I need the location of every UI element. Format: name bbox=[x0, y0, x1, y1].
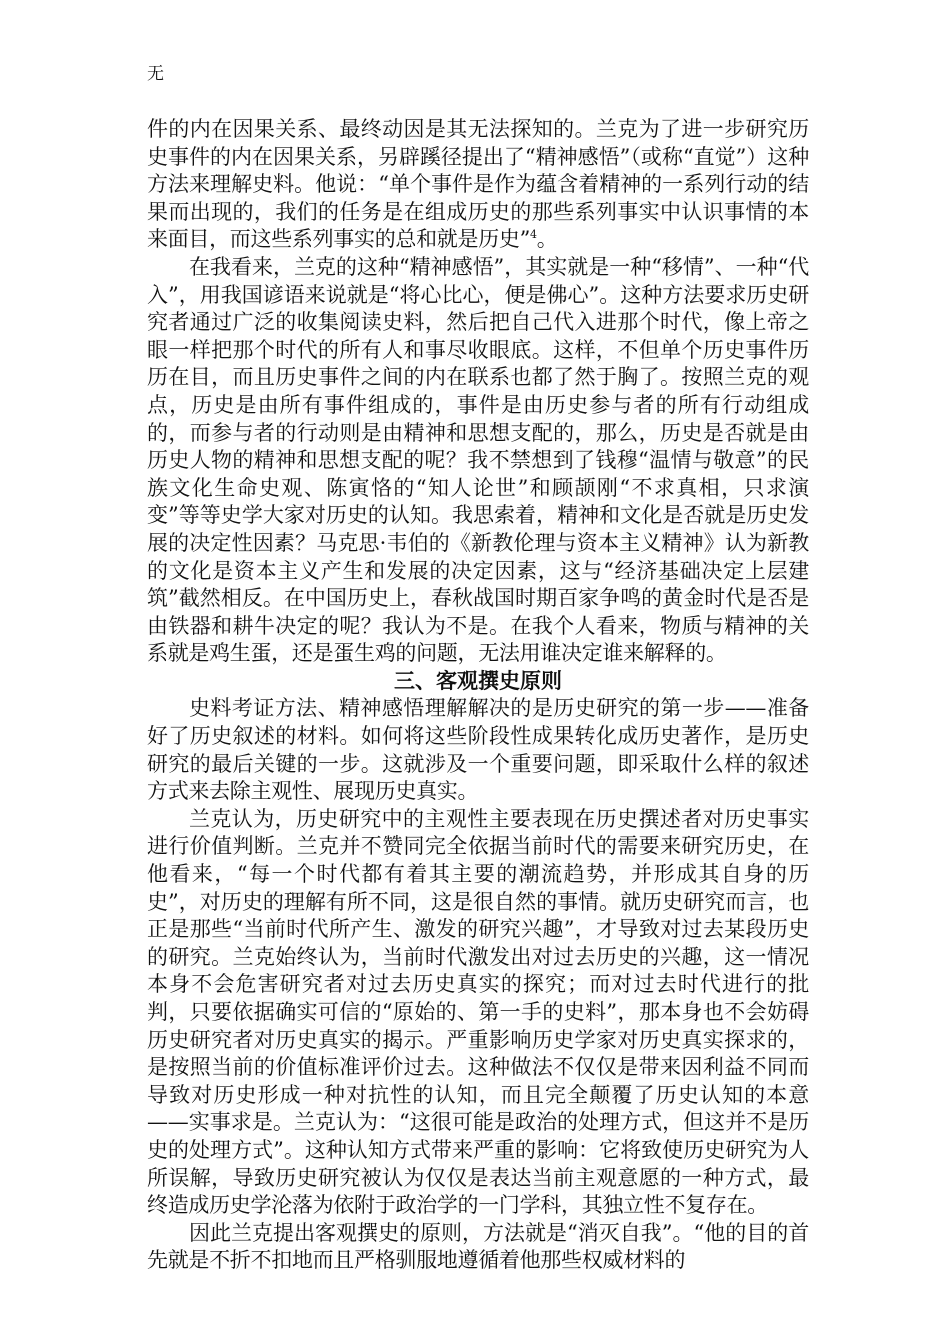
paragraph-4: 兰克认为，历史研究中的主观性主要表现在历史撰述者对历史事实进行价值判断。兰克并不赞同完全依据当前时代的需要来研究历史，在他看来，“每一个时代都有着其主要的潮流趋势，并形成其自身的历史”，对历史的理解有所不同，这是很自然的事情。就历史研究而言，也正是那些“当前时代所产生、激发的研究兴趣”，才导致对过去某段历史的研究。兰克始终认为，当前时代激发出对过去历史的兴趣，这一情况本身不会危害研究者对过去历史真实的探究；而对过去时代进行的批判，只要依据确实可信的“原始的、第一手的史料”，那本身也不会妨碍历史研究者对历史真实的揭示。严重影响历史学家对历史真实探求的，是按照当前的价值标准评价过去。这种做法不仅仅是带来因利益不同而导致对历史形成一种对抗性的认知，而且完全颠覆了历史认知的本意——实事求是。兰克认为：“这很可能是政治的处理方式，但这并不是历史的处理方式”。这种认知方式带来严重的影响：它将致使历史研究为人所误解，导致历史研究被认为仅仅是表达当前主观意愿的一种方式，最终造成历史学沦落为依附于政治学的一门学科，其独立性不复存在。 bbox=[147, 806, 809, 1218]
paragraph-1-text: 件的内在因果关系、最终动因是其无法探知的。兰克为了进一步研究历史事件的内在因果关系，另辟蹊径提出了“精神感悟”（或称“直觉”）这种方法来理解史料。他说：“单个事件是作为蕴含着精神的一系列行动的结果而出现的，我们的任务是在组成历史的那些系列事实中认识事情的本来面目，而这些系列事实的总和就是历史” bbox=[147, 117, 809, 252]
paragraph-3: 史料考证方法、精神感悟理解解决的是历史研究的第一步——准备好了历史叙述的材料。如何将这些阶段性成果转化成历史著作，是历史研究的最后关键的一步。这就涉及一个重要问题，即采取什么样的叙述方式来去除主观性、展现历史真实。 bbox=[147, 696, 809, 804]
body-text bbox=[147, 116, 809, 1275]
paragraph-2: 在我看来，兰克的这种“精神感悟”，其实就是一种“移情”、一种“代入”，用我国谚语来说就是“将心比心，便是佛心”。这种方法要求历史研究者通过广泛的收集阅读史料，然后把自己代入进那个时代，像上帝之眼一样把那个时代的所有人和事尽收眼底。这样，不但单个历史事件历历在目，而且历史事件之间的内在联系也都了然于胸了。按照兰克的观点，历史是由所有事件组成的，事件是由历史参与者的所有行动组成的，而参与者的行动则是由精神和思想支配的，那么，历史是否就是由历史人物的精神和思想支配的呢？我不禁想到了钱穆“温情与敬意”的民族文化生命史观、陈寅恪的“知人论世”和顾颉刚“不求真相，只求演变”等等史学大家对历史的认知。我思索着，精神和文化是否就是历史发展的决定性因素？马克思·韦伯的《新教伦理与资本主义精神》认为新教的文化是资本主义产生和发展的决定因素，这与“经济基础决定上层建筑”截然相反。在中国历史上，春秋战国时期百家争鸣的黄金时代是否是由铁器和耕牛决定的呢？我认为不是。在我个人看来，物质与精神的关系就是鸡生蛋，还是蛋生鸡的问题，无法用谁决定谁来解释的。 bbox=[147, 254, 809, 666]
paragraph-5: 因此兰克提出客观撰史的原则，方法就是“消灭自我”。“他的目的首先就是不折不扣地而且严格驯服地遵循着他那些权威材料的 bbox=[147, 1220, 809, 1273]
paragraph-1-end: 。 bbox=[536, 227, 558, 252]
paragraph-1 bbox=[147, 116, 809, 254]
footnote-marker: 4 bbox=[530, 228, 537, 242]
section-heading: 三、客观撰史原则 bbox=[394, 668, 562, 693]
page-header: 无 bbox=[147, 64, 164, 84]
